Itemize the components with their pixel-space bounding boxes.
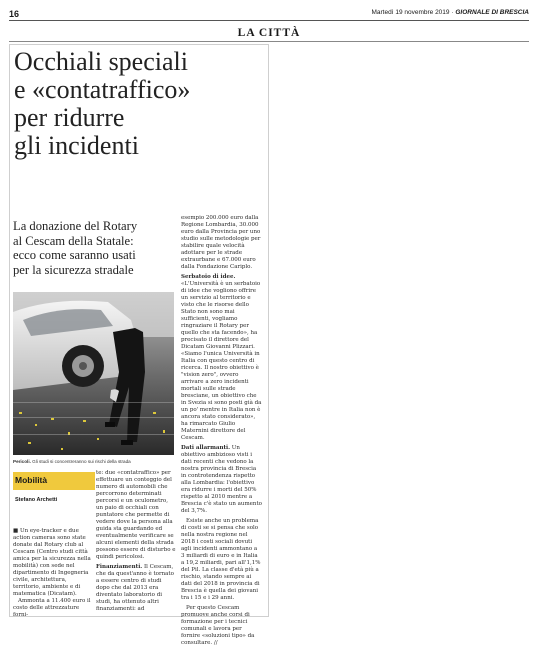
body-paragraph: ■ Un eye-tracker e due action cameras sono state donate dal Rotary club al Cescam (Centro studi città amica per la sicurezza nella mobilità) con sede nel dipartimento di Ingegneria civile, architettura, territorio, ambiente e di matematica (Dicatam). bbox=[13, 528, 91, 597]
page-number: 16 bbox=[9, 9, 20, 19]
paragraph-lead: Dati allarmanti. bbox=[181, 445, 231, 451]
page-header-meta: Martedì 19 novembre 2019 · GIORNALE DI BRESCIA bbox=[371, 9, 529, 16]
body-column-3 bbox=[181, 215, 262, 650]
body-paragraph: Dati allarmanti. Un obiettivo ambizioso visti i dati recenti che vedono la nostra provincia di Brescia in controtendenza rispetto alla Lombardia: l'obiettivo era ridurre i morti del 50% rispetto al 2010 mentre a Brescia c'è stato un aumento del 3,7%. bbox=[181, 445, 262, 514]
body-paragraph: Ammonta a 11.400 euro il costo delle attrezzature forni- bbox=[13, 598, 91, 618]
article-subhead: La donazione del Rotary al Cescam della Statale: ecco come saranno usati per la sicurezza stradale bbox=[13, 219, 138, 277]
body-paragraph: Esiste anche un problema di costi se si pensa che solo nella nostra regione nel 2018 i costi sociali dovuti agli incidenti ammontano a 3 miliardi di euro e in Italia a 19,2 miliardi, pari all'1,1% del Pil. La classe d'età più a rischio, stando sempre ai dati del 2018 in provincia di Brescia è quella dei giovani tra i 15 e i 29 anni. bbox=[181, 518, 261, 601]
body-paragraph: Serbatoio di idee. «L'Università è un serbatoio di idee che vogliono offrire un servizio al territorio e visto che le risorse dello Stato non sono mai sufficienti, vogliamo ringraziare il Rotary per quello che sta facendo», ha precisato il direttore del Dicatam Giovanni Plizzari. «Siamo l'unica Università in Italia con questo centro di ricerca. Il nostro obiettivo è "vision zero", ovvero arrivare a zero incidenti mortali sulle strade bresciane, un obiettivo che in Svezia si sono posti già da un po' mentre in Italia non è ancora stato considerato», ha rimarcato Giulio Maternini direttore del Cescam. bbox=[181, 274, 262, 441]
topic-tag: Mobilità bbox=[15, 475, 48, 485]
article-headline: Occhiali speciali e «contatraffico» per ridurre gli incidenti bbox=[14, 47, 191, 160]
section-title: LA CITTÀ bbox=[237, 27, 301, 39]
header-rule bbox=[9, 20, 529, 21]
article-photo bbox=[13, 292, 174, 455]
paragraph-lead: Finanziamenti. bbox=[96, 564, 143, 570]
body-column-1 bbox=[13, 528, 91, 619]
body-paragraph: Per questo Cescam promuove anche corsi di formazione per i tecnici comunali e lavora per fornire «soluzioni tipo» da consultare. // bbox=[181, 605, 255, 646]
section-rule bbox=[9, 41, 529, 42]
paragraph-lead: Serbatoio di idee. bbox=[181, 274, 236, 280]
body-paragraph: esempio 200.000 euro dalla Regione Lombardia, 30.000 euro dalla Provincia per uno studio sulle metodologie per stabilire quale velocità adottare per le strade extraurbane e 67.000 euro dalla Fondazione Cariplo. bbox=[181, 215, 261, 270]
author-byline: Stefano Archetti bbox=[15, 497, 58, 503]
body-paragraph: Finanziamenti. Il Cescam, che da quest'anno è tornato a essere centro di studi dopo che dal 2013 era diventato laboratorio di studi, ha ottenuto altri finanziamenti: ad bbox=[96, 564, 174, 612]
body-paragraph: te: due «contatraffico» per effettuare un conteggio del numero di automobili che percorrono determinati percorsi e un oculometro, un paio di occhiali con puntatore che permette di vedere dove la persona alla guida sta guardando ed eventualmente verificare se alcuni elementi della strada possono essere di disturbo e quindi pericolosi. bbox=[96, 470, 176, 560]
photo-caption: Pericoli. Gli studi si concentreranno sui rischi della strada bbox=[13, 459, 131, 464]
newspaper-name: GIORNALE DI BRESCIA bbox=[455, 9, 529, 16]
issue-date: Martedì 19 novembre 2019 bbox=[371, 9, 450, 16]
body-column-2 bbox=[96, 470, 176, 613]
